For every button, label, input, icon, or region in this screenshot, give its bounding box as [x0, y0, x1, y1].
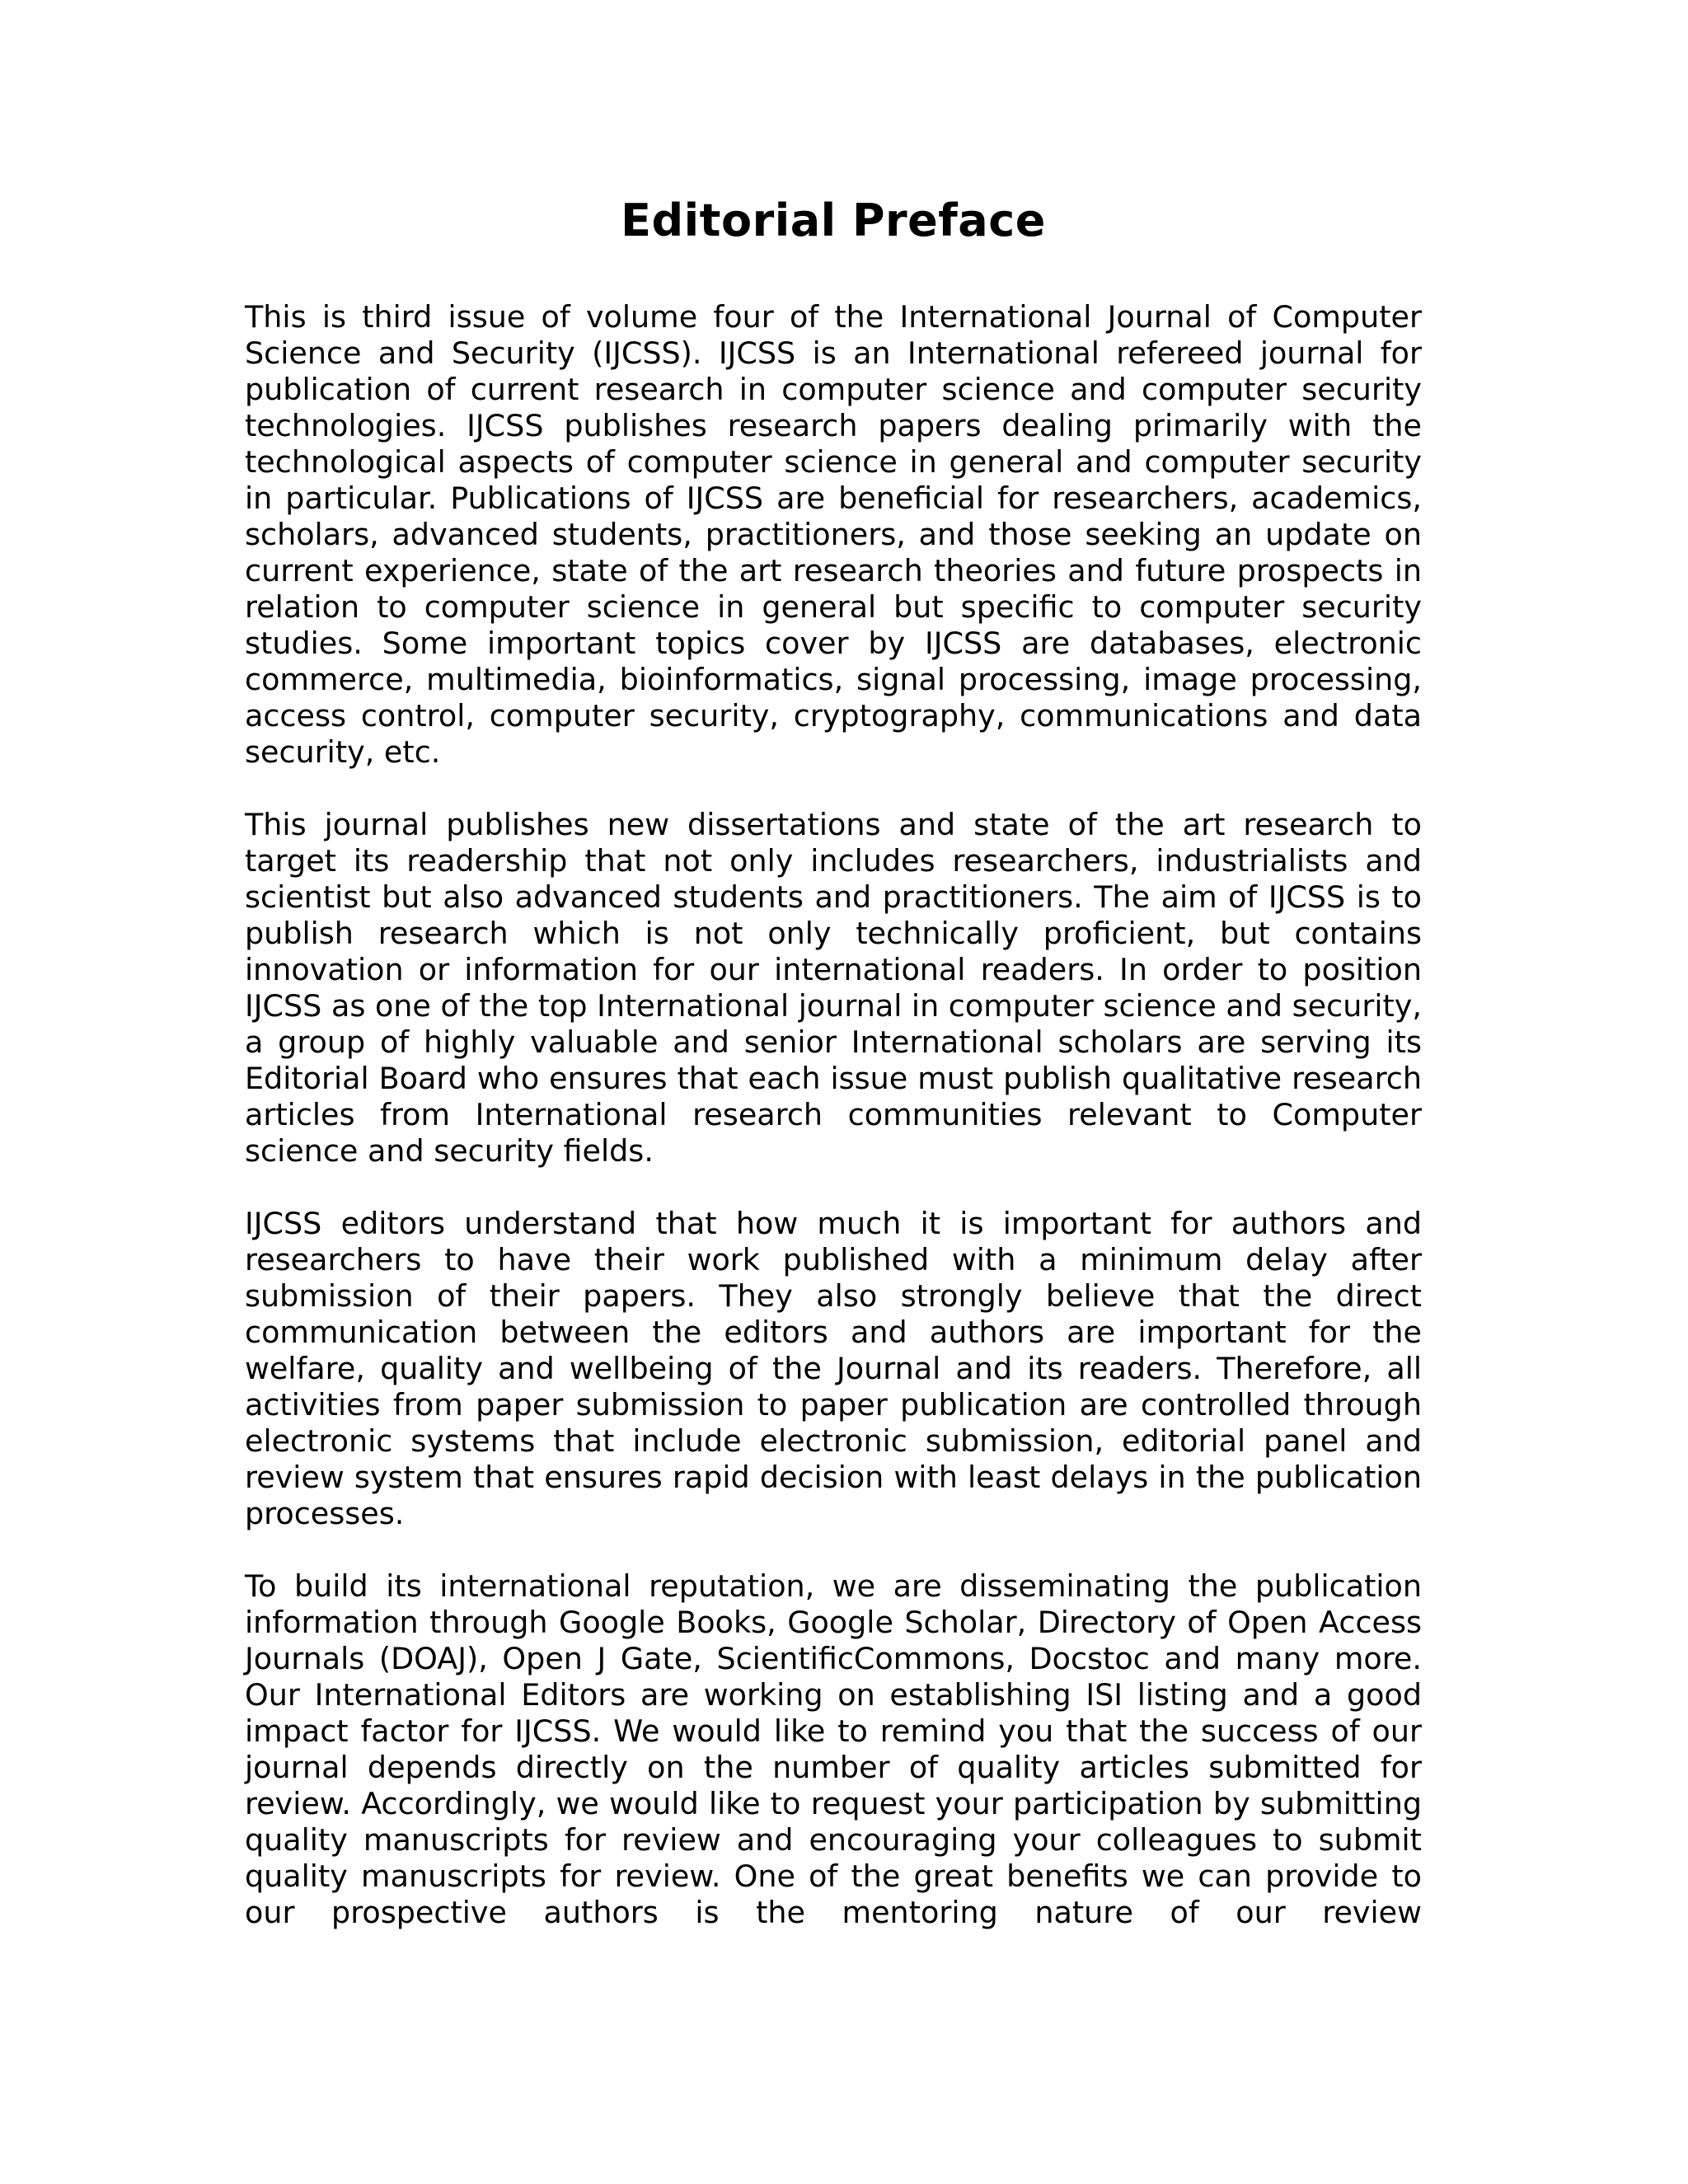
paragraph-4: To build its international reputation, we are disseminating the publication information through Google Books, Google Scholar, Directory of Open Access Journals (DOAJ), Open J Gate, ScientificCommons, Docstoc and many more. Our International Editors are working on establishing ISI listing and a good impact factor for IJCSS. We would like to remind you that the success of our journal depends directly on the number of quality articles submitted for review. Accordingly, we would like to request your participation by submitting quality manuscripts for review and encouraging your colleagues to submit quality manuscripts for review. One of the great benefits we can provide to our prospective authors is the mentoring nature of our review — [245, 1568, 1422, 1930]
paragraph-1: This is third issue of volume four of the International Journal of Computer Science and Security (IJCSS). IJCSS is an International refereed journal for publication of current research in computer science and computer security technologies. IJCSS publishes research papers dealing primarily with the technological aspects of computer science in general and computer security in particular. Publications of IJCSS are beneficial for researchers, academics, scholars, advanced students, practitioners, and those seeking an update on current experience, state of the art research theories and future prospects in relation to computer science in general but specific to computer security studies. Some important topics cover by IJCSS are databases, electronic commerce, multimedia, bioinformatics, signal processing, image processing, access control, computer security, cryptography, communications and data security, etc. — [245, 298, 1422, 770]
paragraph-2: This journal publishes new dissertations and state of the art research to target its readership that not only includes researchers, industrialists and scientist but also advanced students and practitioners. The aim of IJCSS is to publish research which is not only technically proficient, but contains innovation or information for our international readers. In order to position IJCSS as one of the top International journal in computer science and security, a group of highly valuable and senior International scholars are serving its Editorial Board who ensures that each issue must publish qualitative research articles from International research communities relevant to Computer science and security fields. — [245, 806, 1422, 1169]
paragraph-3: IJCSS editors understand that how much it is important for authors and researchers to have their work published with a minimum delay after submission of their papers. They also strongly believe that the direct communication between the editors and authors are important for the welfare, quality and wellbeing of the Journal and its readers. Therefore, all activities from paper submission to paper publication are controlled through electronic systems that include electronic submission, editorial panel and review system that ensures rapid decision with least delays in the publication processes. — [245, 1205, 1422, 1531]
document-body — [245, 299, 1422, 1931]
page-title: Editorial Preface — [621, 194, 1046, 246]
document-page — [245, 194, 1422, 1967]
